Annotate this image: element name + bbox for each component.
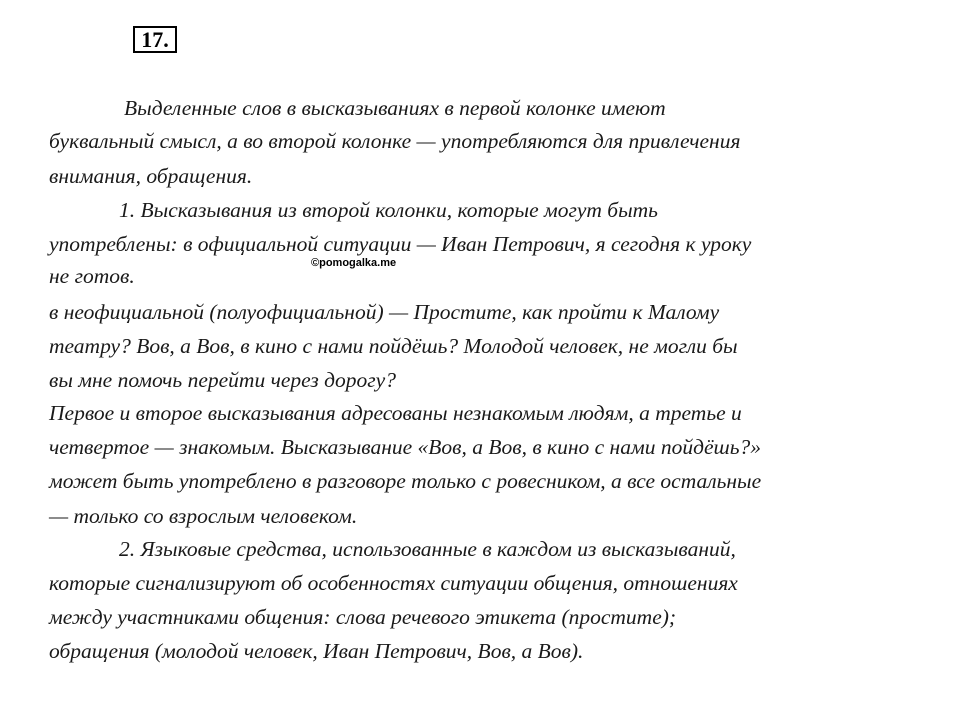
text-line: не готов. (49, 264, 135, 288)
task-number-box: 17. (133, 26, 177, 53)
text-line: буквальный смысл, а во второй колонке — употребляются для привлечения (49, 129, 741, 153)
text-line: может быть употреблено в разговоре только с ровесником, а все остальные (49, 469, 762, 493)
text-line: вы мне помочь перейти через дорогу? (49, 368, 396, 392)
text-line: 1. Высказывания из второй колонки, которые могут быть (119, 198, 658, 222)
text-line: в неофициальной (полуофициальной) — Простите, как пройти к Малому (49, 300, 720, 324)
watermark: ©pomogalka.me (311, 257, 397, 269)
text-line: 2. Языковые средства, использованные в каждом из высказываний, (119, 537, 736, 561)
text-line: — только со взрослым человеком. (49, 504, 358, 528)
text-line: обращения (молодой человек, Иван Петрович, Вов, а Вов). (49, 639, 584, 663)
text-line: Первое и второе высказывания адресованы незнакомым людям, а третье и (49, 401, 742, 425)
text-line: четвертое — знакомым. Высказывание «Вов, а Вов, в кино с нами пойдёшь?» (49, 435, 761, 459)
text-line: которые сигнализируют об особенностях ситуации общения, отношениях (49, 571, 738, 595)
text-line: театру? Вов, а Вов, в кино с нами пойдёшь? Молодой человек, не могли бы (49, 334, 738, 358)
text-line: употреблены: в официальной ситуации — Иван Петрович, я сегодня к уроку (49, 232, 752, 256)
text-line: Выделенные слов в высказываниях в первой колонке имеют (124, 96, 666, 120)
text-line: между участниками общения: слова речевого этикета (простите); (49, 605, 677, 629)
text-line: внимания, обращения. (49, 164, 253, 188)
